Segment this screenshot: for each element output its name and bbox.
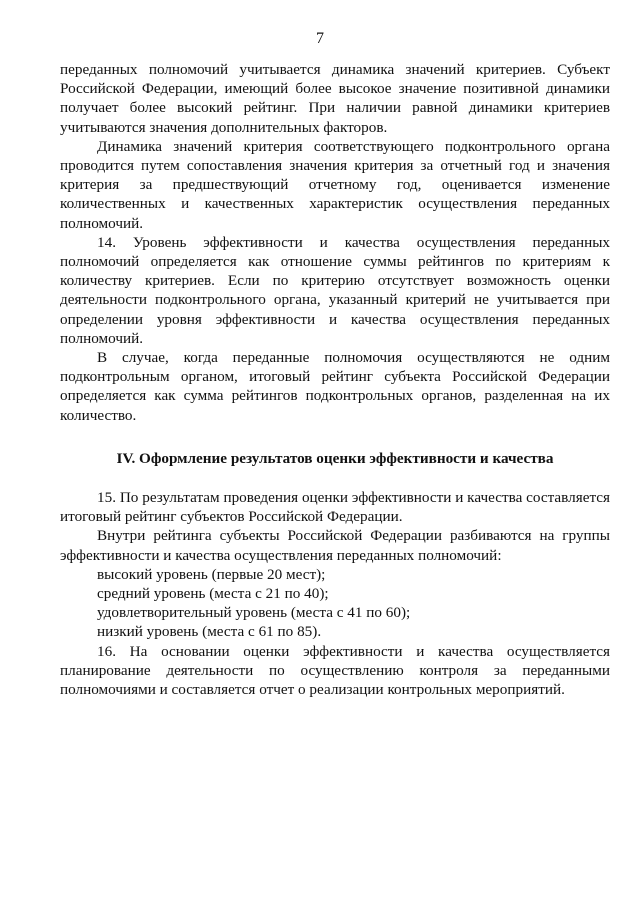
- paragraph-14: 14. Уровень эффективности и качества осуществления переданных полномочий определяется как отношение суммы рейтингов по критериям к количеству критериев. Если по критерию отсутствует возможность оценки деятельности подконтрольного органа, указанный критерий не учитывается при определении уровня эффективности и качества осуществления переданных полномочий.: [60, 233, 610, 347]
- level-low: низкий уровень (места с 61 по 85).: [97, 623, 322, 641]
- paragraph-criteria-dynamics: Динамика значений критерия соответствующего подконтрольного органа проводится путем сопоставления значения критерия за отчетный год и значения критерия за предшествующий отчетному год, оценивается изменение количественных и качественных характеристик осуществления переданных полномочий.: [60, 137, 610, 232]
- paragraph-groups-intro: Внутри рейтинга субъекты Российской Федерации разбиваются на группы эффективности и качества осуществления переданных полномочий:: [60, 527, 610, 564]
- paragraph-16: 16. На основании оценки эффективности и качества осуществляется планирование деятельности по осуществлению контроля за переданными полномочиями и составляется отчет о реализации контрольных мероприятий.: [60, 642, 610, 699]
- section-heading: IV. Оформление результатов оценки эффективности и качества: [116, 449, 554, 467]
- paragraph-continuation: переданных полномочий учитывается динамика значений критериев. Субъект Российской Федерации, имеющий более высокое значение позитивной динамики получает более высокий рейтинг. При наличии равной динамики критериев учитываются значения дополнительных факторов.: [60, 61, 610, 136]
- level-high: высокий уровень (первые 20 мест);: [97, 565, 326, 583]
- document-body: [60, 60, 610, 699]
- paragraph-multiple-bodies: В случае, когда переданные полномочия осуществляются не одним подконтрольным органом, итоговый рейтинг субъекта Российской Федерации определяется как сумма рейтингов подконтрольных органов, разделенная на их количество.: [60, 349, 610, 424]
- paragraph-15: 15. По результатам проведения оценки эффективности и качества составляется итоговый рейтинг субъектов Российской Федерации.: [60, 489, 610, 526]
- level-medium: средний уровень (места с 21 по 40);: [97, 585, 329, 603]
- level-satisfactory: удовлетворительный уровень (места с 41 по 60);: [97, 604, 411, 622]
- page-number: 7: [316, 30, 324, 47]
